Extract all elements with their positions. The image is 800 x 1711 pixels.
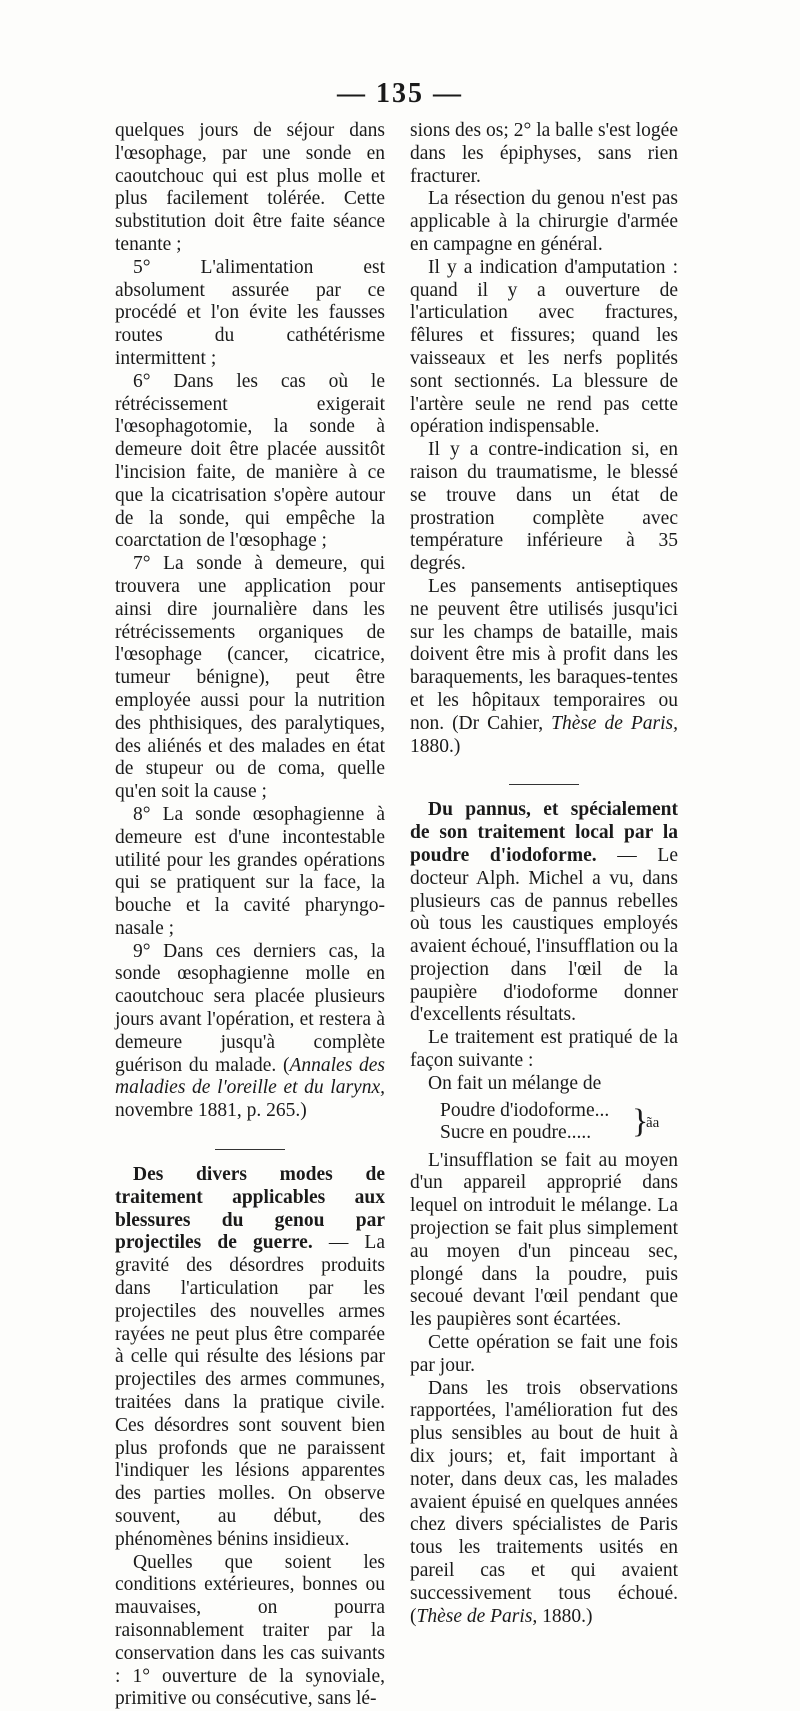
- paragraph: 6° Dans les cas où le rétrécissement exigerait l'œsophagotomie, la sonde à demeure doit être placée aussitôt l'incision faite, de manière à ce que la cicatrisation s'opère autour de la sonde, qui empêche la coarctation de l'œsophage ;: [115, 370, 385, 552]
- paragraph: Cette opération se fait une fois par jour.: [410, 1332, 678, 1376]
- paragraph-text: novembre 1881, p. 265.): [115, 1100, 307, 1122]
- paragraph-text: — Le docteur Alph. Michel a vu, dans plusieurs cas de pannus rebelles où tous les caustiques employés avaient échoué, l'insufflation ou la projection dans l'œil de la paupière d'iodoforme donner d'excellents résultats.: [410, 844, 678, 1026]
- citation-title: Annales des maladies de l'oreille et du larynx,: [115, 1054, 385, 1099]
- paragraph: sions des os; 2° la balle s'est logée dans les épiphyses, sans rien fracturer.: [410, 120, 678, 187]
- paragraph-text: 1880.): [410, 735, 461, 757]
- paragraph: L'insufflation se fait au moyen d'un appareil approprié dans lequel on introduit le mélange. La projection se fait plus simplement au moyen d'un pinceau sec, plongé dans la poudre, puis secoué devant l'œil pendant que les paupières sont écartées.: [410, 1149, 678, 1331]
- paragraph-text: Les pansements antiseptiques ne peuvent être utilisés jusqu'ici sur les champs de bataille, mais doivent être mis à profit dans les baraquements, les baraques-tentes et les hôpitaux temporaires ou non. (Dr Cahier,: [410, 575, 678, 734]
- paragraph: Il y a indication d'amputation : quand il y a ouverture de l'articulation avec fractures, fêlures et fissures; quand les vaisseaux et les nerfs poplités sont sectionnés. La blessure de l'artère seule ne rend pas cette opération indispensable.: [410, 256, 678, 438]
- paragraph-text: 1880.): [537, 1605, 593, 1627]
- paragraph: [410, 1378, 678, 1629]
- paragraph: Quelles que soient les conditions extérieures, bonnes ou mauvaises, on pourra raisonnablement traiter par la conservation dans les cas suivants : 1° ouverture de la synoviale, primitive ou consécutive, sans lé-: [115, 1551, 385, 1710]
- separator-rule: [215, 1149, 285, 1150]
- paragraph: quelques jours de séjour dans l'œsophage, par une sonde en caoutchouc qui est plus molle et plus facilement tolérée. Cette substitution doit être faite séance tenante ;: [115, 120, 385, 255]
- paragraph: Il y a contre-indication si, en raison du traumatisme, le blessé se trouve dans un état de prostration complète avec température inférieure à 35 degrés.: [410, 439, 678, 575]
- paragraph: On fait un mélange de: [428, 1072, 602, 1094]
- separator-rule: [509, 784, 579, 785]
- paragraph: Le traitement est pratiqué de la façon suivante :: [410, 1027, 678, 1072]
- formula: [440, 1100, 678, 1146]
- citation-title: Thèse de Paris,: [551, 712, 678, 734]
- section-heading: Des divers modes de traitement applicables aux blessures du genou par projectiles de guerre.: [115, 1164, 385, 1254]
- section-heading: Du pannus, et spécialement de son traitement local par la poudre d'iodoforme.: [410, 799, 678, 866]
- paragraph-text: — La gravité des désordres produits dans l'articulation par les projectiles des nouvelles armes rayées ne peut plus être comparée à celle qui résulte des lésions par projectiles des armes communes, traitées dans la pratique civile. Ces désordres sont souvent bien plus profonds que ne paraissent l'indiquer les lésions apparentes des parties molles. On observe souvent, au début, des phénomènes bénins insidieux.: [115, 1232, 385, 1550]
- formula-quantity: ãa: [646, 1114, 660, 1131]
- formula-ingredient: Sucre en poudre.....: [440, 1122, 592, 1144]
- paragraph: La résection du genou n'est pas applicable à la chirurgie d'armée en campagne en général.: [410, 188, 678, 255]
- section-paragraph: [410, 799, 678, 1027]
- page-number: — 135 —: [337, 78, 463, 109]
- formula-ingredient: Poudre d'iodoforme...: [440, 1099, 610, 1121]
- paragraph: 8° La sonde œsophagienne à demeure est d'une incontestable utilité pour les grandes opérations qui se pratiquent sur la face, la bouche et la cavité pharyngo-nasale ;: [115, 803, 385, 939]
- paragraph: [410, 576, 678, 758]
- paragraph-text: 9° Dans ces derniers cas, la sonde œsophagienne molle en caoutchouc sera placée plusieurs jours avant l'opération, et restera à demeure jusqu'à complète guérison du malade. (: [115, 940, 385, 1076]
- paragraph: 7° La sonde à demeure, qui trouvera une application pour ainsi dire journalière dans les rétrécissements organiques de l'œsophage (cancer, cicatrice, tumeur bénigne), peut être employée aussi pour la nutrition des phthisiques, des paralytiques, des aliénés et des malades en état de stupeur ou de coma, quelle qu'en soit la cause ;: [115, 553, 385, 803]
- right-column: [410, 120, 678, 1628]
- paragraph: [115, 941, 385, 1123]
- left-column: [115, 120, 385, 1711]
- paragraph-text: Dans les trois observations rapportées, l'amélioration fut des plus sensibles au bout de huit à dix jours; et, fait important à noter, dans deux cas, les malades avaient épuisé en quelques années chez divers spécialistes de Paris tous les traitements usités en pareil cas et qui avaient successivement tous échoué. (: [410, 1377, 678, 1627]
- formula-brace: }: [632, 1102, 649, 1140]
- citation-title: Thèse de Paris,: [416, 1605, 538, 1627]
- paragraph: 5° L'alimentation est absolument assurée par ce procédé et l'on évite les fausses routes du cathétérisme intermittent ;: [115, 256, 385, 369]
- section-paragraph: [115, 1164, 385, 1552]
